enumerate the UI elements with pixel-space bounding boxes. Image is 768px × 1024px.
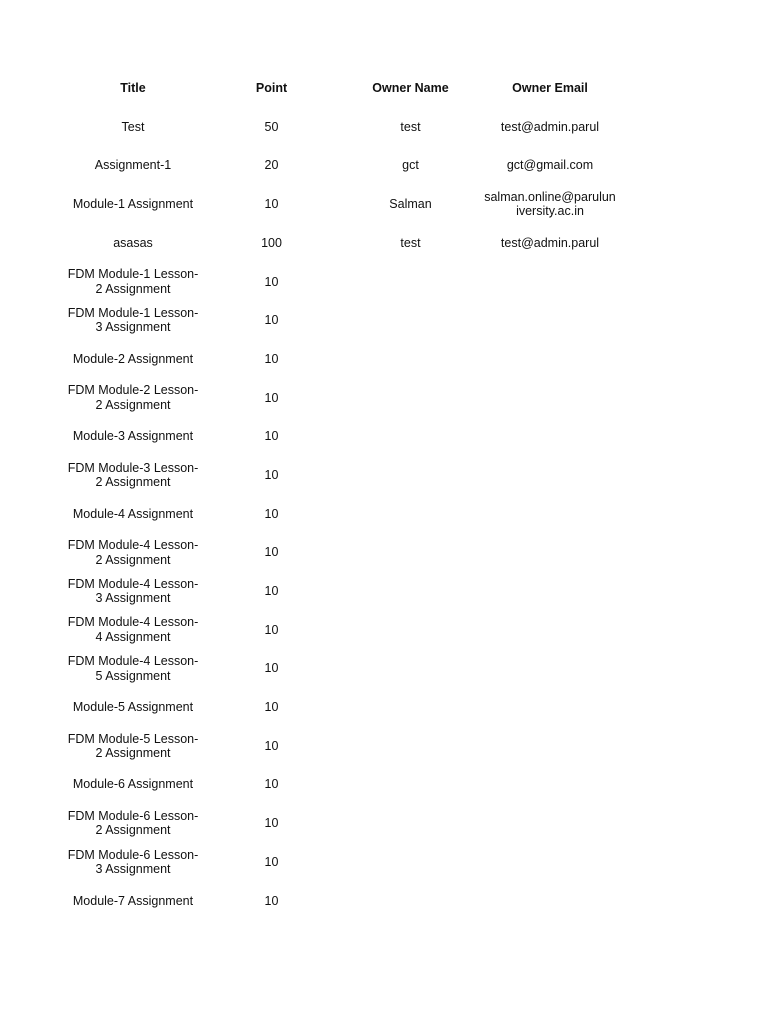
column-header-owner-name: Owner Name	[372, 81, 449, 96]
table-row	[64, 456, 620, 495]
title-cell: Module-5 Assignment	[72, 700, 194, 715]
column-header-title: Title	[120, 81, 146, 96]
title-cell: FDM Module-6 Lesson-2 Assignment	[67, 808, 199, 838]
table-row	[64, 379, 620, 418]
owner-email-cell	[480, 495, 620, 534]
table-row	[64, 765, 620, 804]
point-cell: 10	[264, 700, 279, 715]
title-cell: Module-1 Assignment	[72, 197, 194, 212]
owner-name-cell	[341, 456, 480, 495]
point-cell: 10	[264, 738, 279, 753]
title-cell: FDM Module-1 Lesson-3 Assignment	[67, 305, 199, 335]
point-cell: 10	[264, 893, 279, 908]
point-cell: 100	[261, 235, 282, 250]
table-row	[64, 572, 620, 611]
owner-name-cell	[341, 533, 480, 572]
title-cell: Module-6 Assignment	[72, 777, 194, 792]
owner-email-cell	[480, 804, 620, 843]
owner-email-cell	[480, 688, 620, 727]
owner-name-cell	[341, 379, 480, 418]
title-cell: FDM Module-2 Lesson-2 Assignment	[67, 383, 199, 412]
point-cell: 10	[264, 351, 279, 366]
title-cell: FDM Module-4 Lesson-2 Assignment	[67, 538, 199, 567]
table-row	[64, 495, 620, 534]
table-row	[64, 185, 620, 224]
owner-email-cell	[480, 533, 620, 572]
point-cell: 10	[264, 197, 279, 212]
table-header-row	[64, 69, 620, 108]
owner-name-cell	[341, 649, 480, 688]
point-cell: 10	[264, 467, 279, 482]
owner-name-cell: test	[400, 235, 421, 250]
table-row	[64, 804, 620, 843]
point-cell: 10	[264, 854, 279, 869]
point-cell: 10	[264, 429, 279, 444]
point-cell: 10	[264, 390, 279, 405]
owner-email-cell	[480, 456, 620, 495]
owner-name-cell	[341, 765, 480, 804]
owner-email-cell	[480, 765, 620, 804]
owner-name-cell: test	[400, 119, 421, 134]
point-cell: 10	[264, 777, 279, 792]
title-cell: FDM Module-3 Lesson-2 Assignment	[67, 460, 199, 490]
owner-name-cell	[341, 572, 480, 611]
title-cell: FDM Module-1 Lesson-2 Assignment	[67, 267, 199, 296]
point-cell: 10	[264, 313, 279, 328]
table-row	[64, 533, 620, 572]
title-cell: Module-3 Assignment	[72, 429, 194, 444]
table-row	[64, 881, 620, 920]
owner-name-cell: Salman	[389, 197, 432, 212]
owner-name-cell	[341, 881, 480, 920]
owner-name-cell: gct	[402, 158, 419, 173]
point-cell: 10	[264, 506, 279, 521]
table-row	[64, 727, 620, 766]
assignments-sheet	[64, 69, 620, 920]
owner-name-cell	[341, 843, 480, 882]
table-row	[64, 146, 620, 185]
title-cell: Test	[121, 119, 145, 134]
owner-name-cell	[341, 727, 480, 766]
table-row	[64, 417, 620, 456]
title-cell: FDM Module-4 Lesson-4 Assignment	[67, 615, 199, 644]
point-cell: 10	[264, 274, 279, 289]
point-cell: 50	[264, 119, 279, 134]
table-row	[64, 262, 620, 301]
table-row	[64, 340, 620, 379]
point-cell: 10	[264, 622, 279, 637]
owner-name-cell	[341, 262, 480, 301]
owner-email-cell: test@admin.parul	[500, 235, 600, 250]
owner-name-cell	[341, 688, 480, 727]
point-cell: 10	[264, 584, 279, 599]
column-header-point: Point	[255, 81, 288, 96]
title-cell: asasas	[113, 235, 153, 250]
owner-email-cell: salman.online@paruluniversity.ac.in	[484, 189, 616, 219]
owner-email-cell	[480, 301, 620, 340]
owner-email-cell	[480, 417, 620, 456]
owner-name-cell	[341, 340, 480, 379]
table-body	[64, 108, 620, 920]
owner-email-cell	[480, 881, 620, 920]
title-cell: FDM Module-6 Lesson-3 Assignment	[67, 847, 199, 877]
column-header-owner-email: Owner Email	[512, 81, 588, 96]
point-cell: 10	[264, 661, 279, 676]
owner-name-cell	[341, 417, 480, 456]
assignments-table	[64, 69, 620, 920]
owner-email-cell	[480, 611, 620, 650]
title-cell: Assignment-1	[94, 158, 172, 173]
owner-email-cell	[480, 649, 620, 688]
owner-email-cell: gct@gmail.com	[506, 158, 594, 173]
title-cell: FDM Module-4 Lesson-5 Assignment	[67, 654, 199, 683]
owner-email-cell: test@admin.parul	[500, 119, 600, 134]
owner-name-cell	[341, 611, 480, 650]
table-row	[64, 843, 620, 882]
table-row	[64, 611, 620, 650]
owner-email-cell	[480, 262, 620, 301]
owner-email-cell	[480, 572, 620, 611]
point-cell: 10	[264, 545, 279, 560]
point-cell: 10	[264, 816, 279, 831]
owner-email-cell	[480, 843, 620, 882]
owner-name-cell	[341, 301, 480, 340]
title-cell: Module-2 Assignment	[72, 351, 194, 366]
table-row	[64, 688, 620, 727]
owner-email-cell	[480, 379, 620, 418]
owner-email-cell	[480, 340, 620, 379]
table-row	[64, 224, 620, 263]
title-cell: FDM Module-4 Lesson-3 Assignment	[67, 576, 199, 606]
table-row	[64, 108, 620, 147]
owner-email-cell	[480, 727, 620, 766]
title-cell: Module-4 Assignment	[72, 506, 194, 521]
table-row	[64, 649, 620, 688]
table-row	[64, 301, 620, 340]
owner-name-cell	[341, 804, 480, 843]
title-cell: Module-7 Assignment	[72, 893, 194, 908]
point-cell: 20	[264, 158, 279, 173]
title-cell: FDM Module-5 Lesson-2 Assignment	[67, 731, 199, 761]
owner-name-cell	[341, 495, 480, 534]
